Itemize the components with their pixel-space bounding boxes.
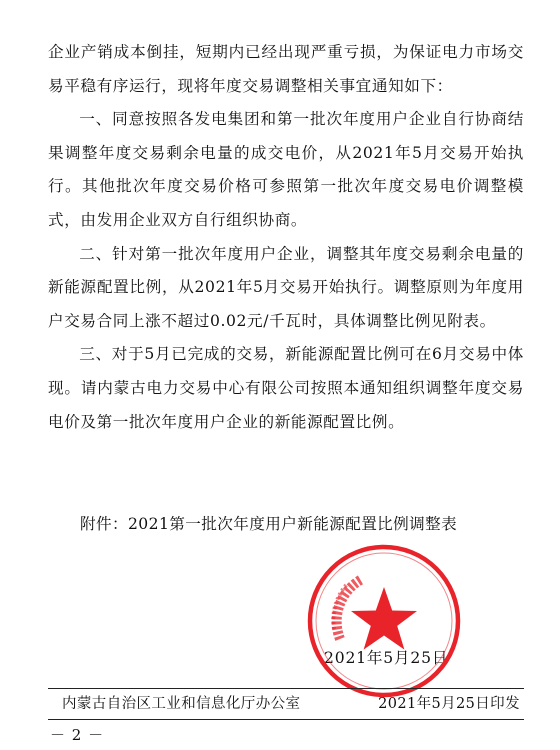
issue-date: 2021年5月25日印发 [378,696,520,712]
page-number: － 2 － [50,726,105,744]
footer-divider-top [48,688,524,689]
paragraph-item-1: 一、同意按照各发电集团和第一批次年度用户企业自行协商结果调整年度交易剩余电量的成交电价，从2021年5月交易开始执行。其他批次年度交易价格可参照第一批次年度交易电价调整模式，由发用企业双方自行组织协商。 [48,110,524,229]
paragraph-intro-continuation: 企业产销成本倒挂，短期内已经出现严重亏损，为保证电力市场交易平稳有序运行，现将年度交易调整相关事宜通知如下： [48,43,524,95]
attachment-note: 附件：2021第一批次年度用户新能源配置比例调整表 [80,515,458,533]
footer-divider-bottom [48,719,524,720]
seal-inner-script-band [337,579,362,639]
official-seal [306,543,462,699]
paragraph-item-2: 二、针对第一批次年度用户企业，调整其年度交易剩余电量的新能源配置比例，从2021年5月交易开始执行。调整原则为年度用户交易合同上涨不超过0.02元/千瓦时，具体调整比例见附表。 [48,244,524,330]
paragraph-item-3: 三、对于5月已完成的交易，新能源配置比例可在6月交易中体现。请内蒙古电力交易中心有限公司按照本通知组织调整年度交易电价及第一批次年度用户企业的新能源配置比例。 [48,345,524,431]
seal-graphic [306,543,462,699]
document-body [48,36,524,439]
signature-date: 2021年5月25日 [324,649,449,667]
issuer-office: 内蒙古自治区工业和信息化厅办公室 [62,696,301,712]
red-star-icon [351,587,417,650]
